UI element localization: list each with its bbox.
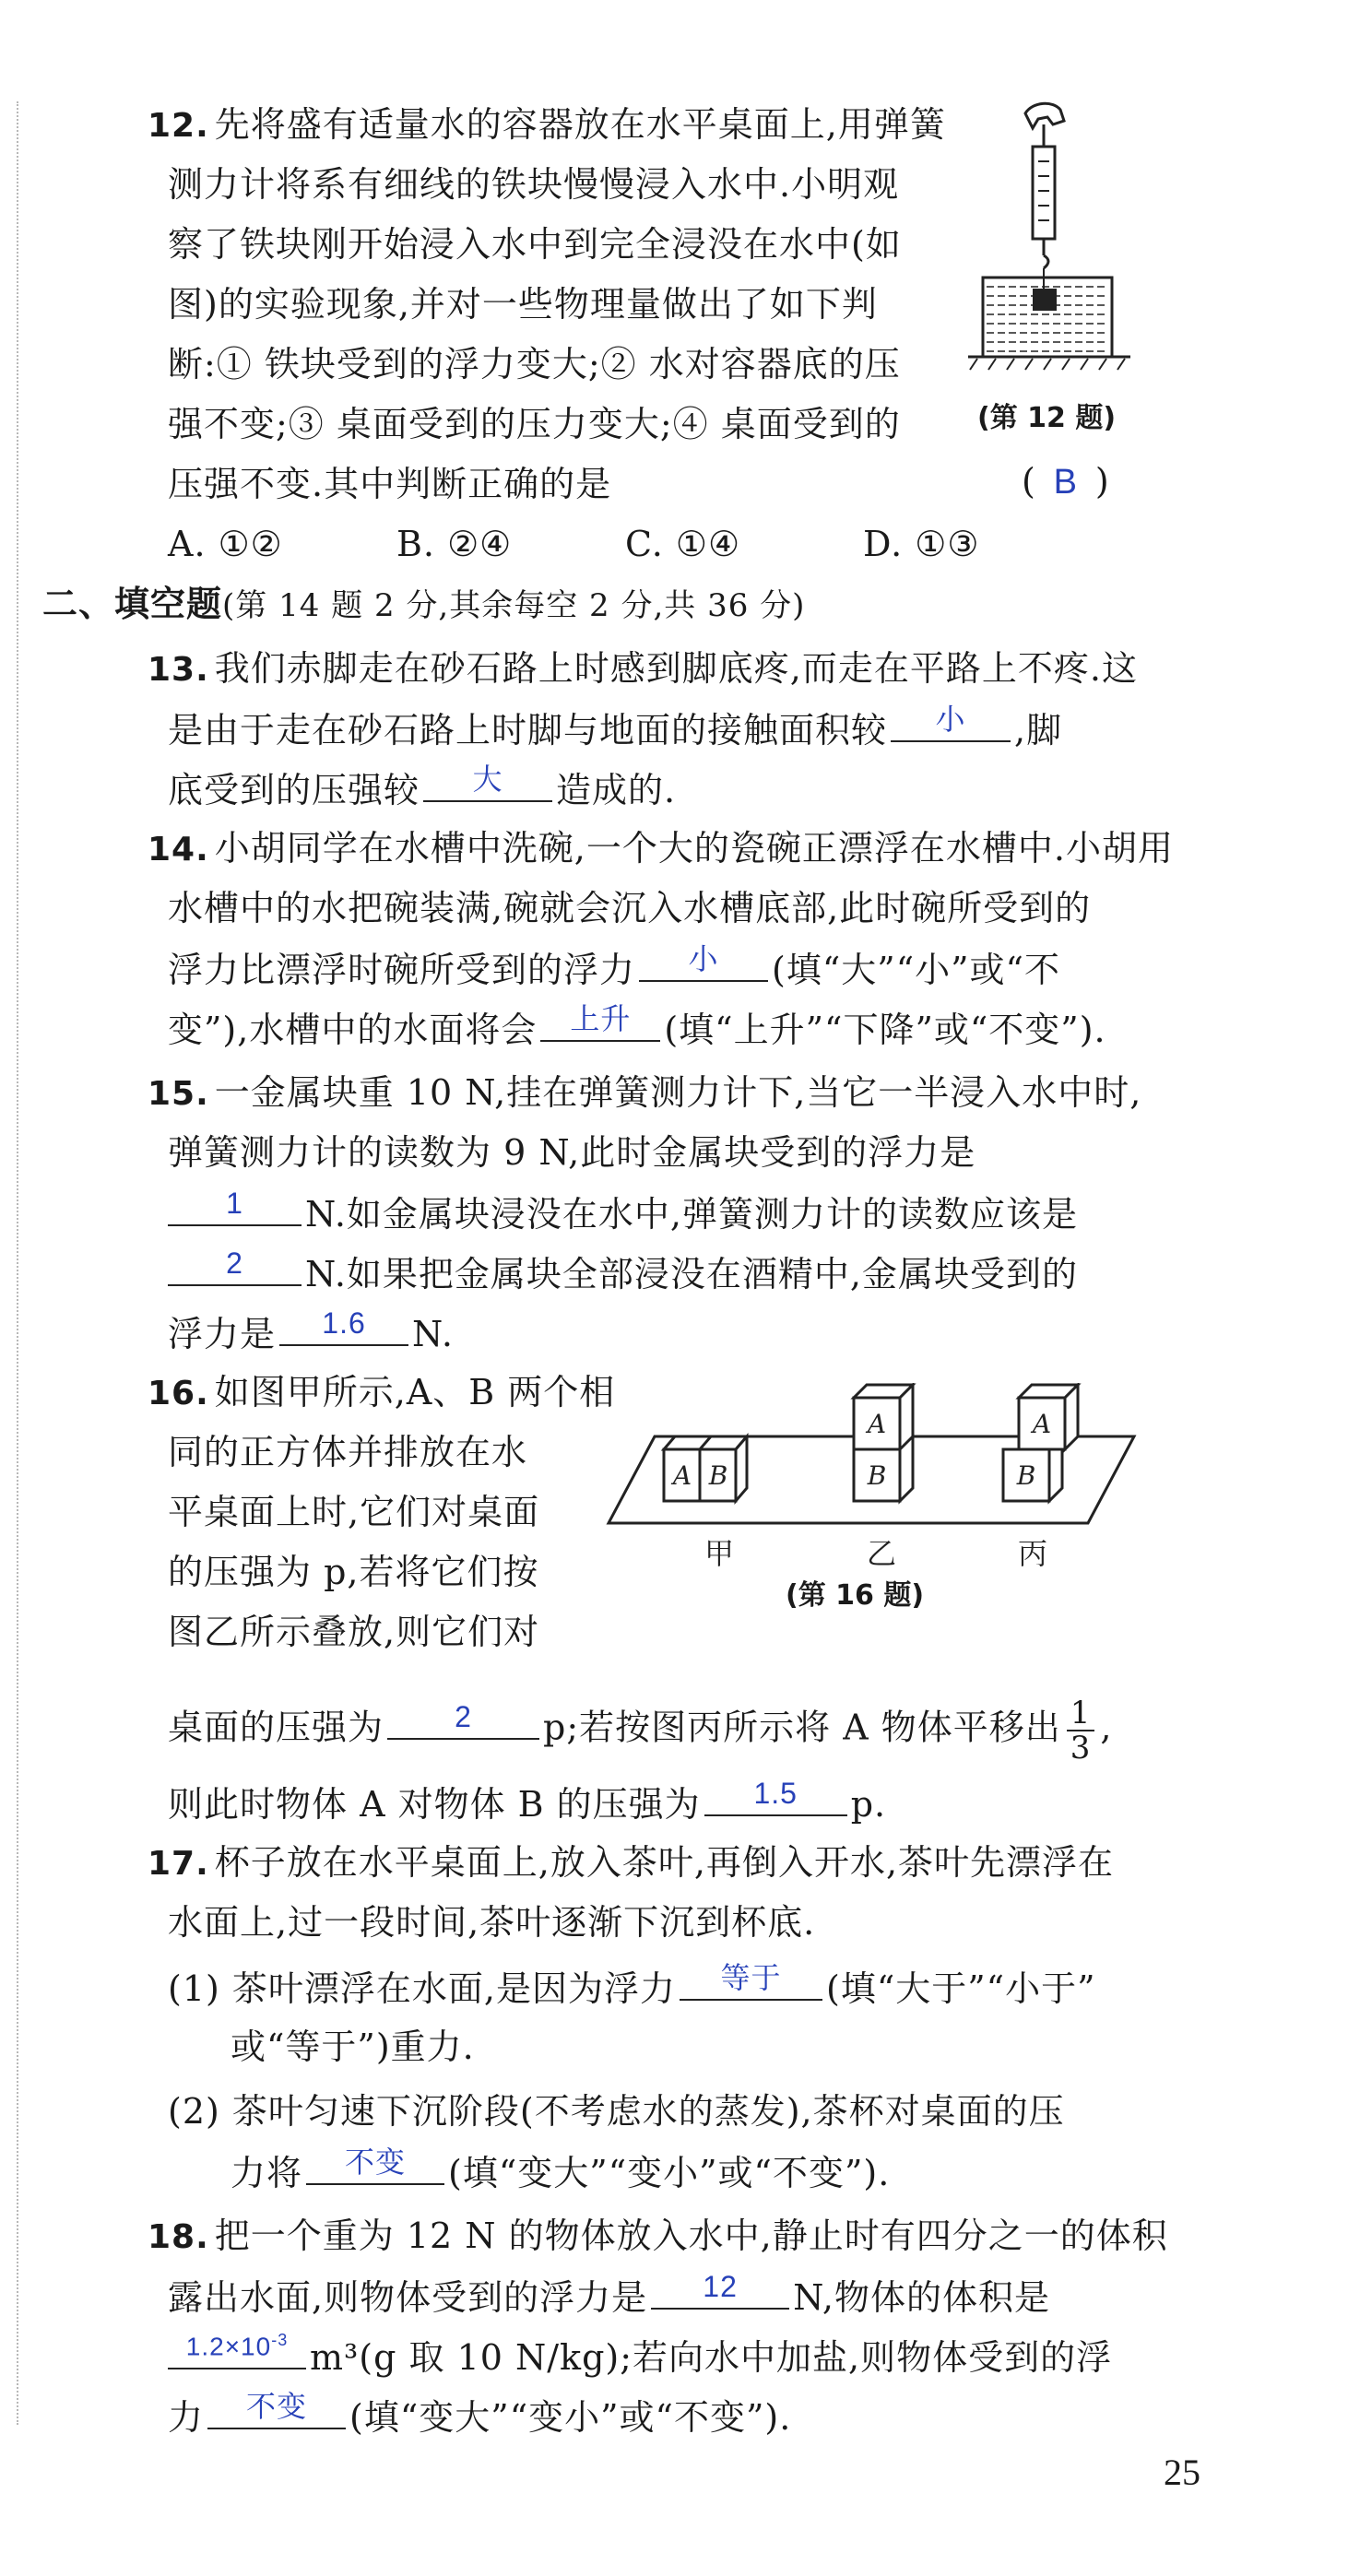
q12-option-a: A. ①② — [168, 524, 283, 564]
q12-line-7: 压强不变.其中判断正确的是 — [168, 464, 612, 504]
q18-number: 18. — [148, 2218, 209, 2256]
page-number: 25 — [1164, 2452, 1200, 2493]
q18-line-3: $1.2\times 10^{-3}$ m³(g 取 10 N/kg);若向水中加盐,则物体受到的浮 — [168, 2333, 1112, 2381]
q15-line-4: 2 N.如果把金属块全部浸没在酒精中,金属块受到的 — [168, 1249, 1078, 1297]
q14-blank-2: 上升 — [540, 1005, 660, 1042]
q12-line-3: 察了铁块刚开始浸入水中到完全浸没在水中(如 — [168, 224, 902, 265]
q12-option-d: D. ①③ — [863, 524, 980, 564]
q16-line-3: 平桌面上时,它们对桌面 — [168, 1492, 540, 1532]
q15-blank-2: 2 — [168, 1249, 302, 1286]
fig-yi-label-a: A — [867, 1409, 887, 1439]
q13-line-3: 底受到的压强较 大 造成的. — [168, 762, 677, 810]
q13-line-2: 是由于走在砂石路上时脚与地面的接触面积较 小 ,脚 — [168, 703, 1063, 750]
q18-blank-3: 不变 — [207, 2393, 346, 2429]
q18-line-2: 露出水面,则物体受到的浮力是 12 N,物体的体积是 — [168, 2270, 1050, 2318]
fig-label-yi: 乙 — [866, 1536, 897, 1571]
q12-number: 12. — [148, 107, 209, 145]
q17-blank-2: 不变 — [306, 2148, 444, 2185]
q18-line-1: 18. 把一个重为 12 N 的物体放入水中,静止时有四分之一的体积 — [148, 2216, 1168, 2256]
q14-line-2: 水槽中的水把碗装满,碗就会沉入水槽底部,此时碗所受到的 — [168, 888, 1092, 928]
q18-blank-1: 12 — [651, 2273, 789, 2310]
fig-bing-cubes — [1003, 1385, 1078, 1501]
q16-line-7: 则此时物体 A 对物体 B 的压强为 1.5 p. — [168, 1777, 887, 1825]
q12-answer-bracket: ( B ) — [1022, 458, 1110, 505]
q17-sub1-line-1: (1) 茶叶漂浮在水面,是因为浮力 等于 (填“大于”“小于” — [168, 1961, 1096, 2009]
q12-line-6: 强不变;③ 桌面受到的压力变大;④ 桌面受到的 — [168, 404, 901, 444]
fig-bing-label-a: A — [1032, 1409, 1052, 1439]
fig-bing-label-b: B — [1016, 1460, 1036, 1491]
q16-line-1: 16. 如图甲所示,A、B 两个相 — [148, 1372, 616, 1412]
q17-sub2-line-2: 力将 不变 (填“变大”“变小”或“不变”). — [231, 2145, 891, 2193]
q18-blank-2: $1.2\times 10^{-3}$ — [168, 2333, 306, 2369]
q13-blank-2: 大 — [423, 765, 552, 802]
margin-dotted-line — [17, 101, 18, 2425]
q17-line-2: 水面上,过一段时间,茶叶逐渐下沉到杯底. — [168, 1902, 816, 1943]
q15-line-3: 1 N.如金属块浸没在水中,弹簧测力计的读数应该是 — [168, 1189, 1078, 1237]
fig-jia-label-a: A — [672, 1460, 692, 1491]
q12-answer: B — [1053, 463, 1078, 502]
fig-jia-label-b: B — [708, 1460, 728, 1491]
q17-sub1-line-2: 或“等于”)重力. — [231, 2027, 475, 2067]
q13-line-1: 13. 我们赤脚走在砂石路上时感到脚底疼,而走在平路上不疼.这 — [148, 648, 1138, 689]
q12-option-c: C. ①④ — [625, 524, 741, 564]
q15-blank-1: 1 — [168, 1189, 302, 1226]
q16-line-2: 同的正方体并排放在水 — [168, 1432, 528, 1472]
q16-caption: (第 16 题) — [786, 1579, 925, 1612]
q12-spring-scale-figure — [968, 97, 1134, 383]
q12-options — [168, 521, 979, 567]
q16-fraction: $\frac{1}{3}$ — [1067, 1696, 1095, 1765]
q16-cubes-figure — [599, 1383, 1153, 1586]
q15-line-1: 15. 一金属块重 10 N,挂在弹簧测力计下,当它一半浸入水中时, — [148, 1072, 1142, 1113]
q17-blank-1: 等于 — [680, 1964, 822, 2001]
q13-blank-1: 小 — [891, 705, 1011, 742]
q14-number: 14. — [148, 831, 209, 869]
q14-line-3: 浮力比漂浮时碗所受到的浮力 小 (填“大”“小”或“不 — [168, 942, 1060, 990]
section-2-heading: 二、填空题(第 14 题 2 分,其余每空 2 分,共 36 分) — [42, 584, 806, 624]
q16-number: 16. — [148, 1375, 209, 1412]
q16-line-4: 的压强为 p,若将它们按 — [168, 1552, 539, 1592]
fig-yi-label-b: B — [867, 1460, 887, 1491]
q17-number: 17. — [148, 1845, 209, 1883]
q15-line-2: 弹簧测力计的读数为 9 N,此时金属块受到的浮力是 — [168, 1132, 976, 1173]
q12-line-1: 12. 先将盛有适量水的容器放在水平桌面上,用弹簧 — [148, 104, 946, 145]
q15-line-5: 浮力是 1.6 N. — [168, 1306, 454, 1354]
q14-line-4: 变”),水槽中的水面将会 上升 (填“上升”“下降”或“不变”). — [168, 1002, 1106, 1050]
q16-blank-2: 1.5 — [704, 1779, 847, 1816]
q18-line-4: 力 不变 (填“变大”“变小”或“不变”). — [168, 2390, 792, 2438]
q16-line-6: 桌面的压强为 2 p;若按图丙所示将 A 物体平移出 $\frac{1}{3}$ , — [168, 1695, 1113, 1767]
q14-line-1: 14. 小胡同学在水槽中洗碗,一个大的瓷碗正漂浮在水槽中.小胡用 — [148, 828, 1174, 869]
q16-line-5: 图乙所示叠放,则它们对 — [168, 1612, 540, 1652]
q12-line-5: 断:① 铁块受到的浮力变大;② 水对容器底的压 — [168, 344, 901, 384]
q15-number: 15. — [148, 1075, 209, 1113]
q17-sub2-line-1: (2) 茶叶匀速下沉阶段(不考虑水的蒸发),茶杯对桌面的压 — [168, 2091, 1065, 2132]
q16-blank-1: 2 — [387, 1703, 539, 1740]
q12-caption: (第 12 题) — [977, 402, 1117, 434]
fig-label-bing: 丙 — [1017, 1536, 1048, 1571]
q15-blank-3: 1.6 — [279, 1309, 408, 1346]
q12-option-b: B. ②④ — [396, 524, 513, 564]
fig-label-jia: 甲 — [704, 1536, 735, 1571]
q13-number: 13. — [148, 651, 209, 689]
q14-blank-1: 小 — [639, 945, 768, 982]
q12-line-2: 测力计将系有细线的铁块慢慢浸入水中.小明观 — [168, 164, 900, 205]
q17-line-1: 17. 杯子放在水平桌面上,放入茶叶,再倒入开水,茶叶先漂浮在 — [148, 1842, 1115, 1883]
q12-line-4: 图)的实验现象,并对一些物理量做出了如下判 — [168, 284, 878, 325]
